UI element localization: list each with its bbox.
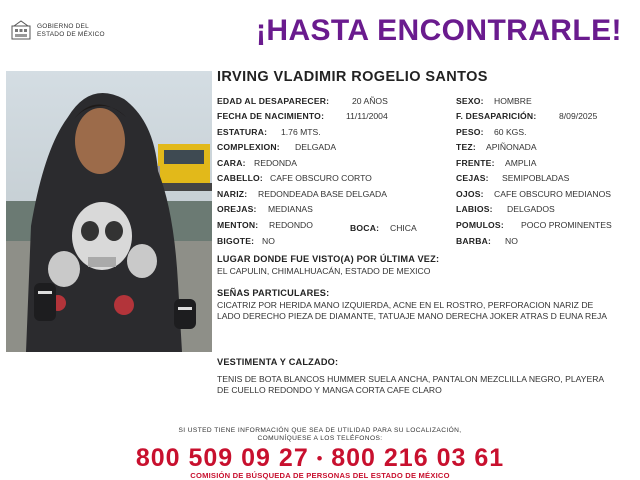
tez-value: APIÑONADA bbox=[486, 142, 537, 152]
pomulos-label: POMULOS: bbox=[456, 220, 504, 230]
missing-person-photo bbox=[6, 71, 212, 352]
boca-value: CHICA bbox=[390, 223, 417, 233]
commission-name: COMISIÓN DE BÚSQUEDA DE PERSONAS DEL ESTADO DE MÉXICO bbox=[190, 471, 450, 480]
cara-value: REDONDA bbox=[254, 158, 297, 168]
clothing-text: TENIS DE BOTA BLANCOS HUMMER SUELA ANCHA, PANTALON MEZCLILLA NEGRO, PLAYERA DE CUELLO REDONDO Y MANGA CORTA CAFE CLARO bbox=[217, 374, 604, 395]
edad-label: EDAD AL DESAPARECER: bbox=[217, 96, 330, 106]
nacimiento-value: 11/11/2004 bbox=[346, 111, 388, 121]
logo-line-1: GOBIERNO DEL bbox=[37, 23, 89, 30]
peso-label: PESO: bbox=[456, 127, 484, 137]
menton-label: MENTON: bbox=[217, 220, 259, 230]
cabello-label: CABELLO: bbox=[217, 173, 263, 183]
complexion-label: COMPLEXION: bbox=[217, 142, 280, 152]
state-emblem-icon bbox=[10, 20, 32, 42]
phone-2[interactable]: 800 216 03 61 bbox=[331, 444, 505, 472]
estatura-value: 1.76 MTS. bbox=[281, 127, 321, 137]
nariz-label: NARIZ: bbox=[217, 189, 248, 199]
peso-value: 60 KGS. bbox=[494, 127, 527, 137]
orejas-label: OREJAS: bbox=[217, 204, 257, 214]
cejas-label: CEJAS: bbox=[456, 173, 489, 183]
sexo-value: HOMBRE bbox=[494, 96, 532, 106]
nacimiento-label: FECHA DE NACIMIENTO: bbox=[217, 111, 325, 121]
government-logo bbox=[10, 20, 105, 42]
barba-value: NO bbox=[505, 236, 518, 246]
estatura-label: ESTATURA: bbox=[217, 127, 268, 137]
fecha-desaparicion-value: 8/09/2025 bbox=[559, 111, 598, 121]
boca-label: BOCA: bbox=[350, 223, 380, 233]
edad-value: 20 AÑOS bbox=[352, 96, 388, 106]
bigote-label: BIGOTE: bbox=[217, 236, 255, 246]
cabello-value: CAFE OBSCURO CORTO bbox=[270, 173, 372, 183]
footer-note-line-1: SI USTED TIENE INFORMACIÓN QUE SEA DE UTILIDAD PARA SU LOCALIZACIÓN, bbox=[178, 427, 462, 434]
phone-separator: • bbox=[316, 450, 324, 468]
phone-1[interactable]: 800 509 09 27 bbox=[135, 444, 309, 472]
frente-value: AMPLIA bbox=[505, 158, 537, 168]
logo-line-2: ESTADO DE MÉXICO bbox=[37, 31, 105, 38]
last-seen-text: EL CAPULIN, CHIMALHUACÁN, ESTADO DE MEXICO bbox=[217, 266, 431, 276]
cara-label: CARA: bbox=[217, 158, 246, 168]
ojos-value: CAFE OBSCURO MEDIANOS bbox=[494, 189, 611, 199]
marks-heading: SEÑAS PARTICULARES: bbox=[217, 288, 330, 298]
sexo-label: SEXO: bbox=[456, 96, 484, 106]
tez-label: TEZ: bbox=[456, 142, 476, 152]
complexion-value: DELGADA bbox=[295, 142, 337, 152]
ojos-label: OJOS: bbox=[456, 189, 484, 199]
last-seen-heading: LUGAR DONDE FUE VISTO(A) POR ÚLTIMA VEZ: bbox=[217, 254, 440, 264]
barba-label: BARBA: bbox=[456, 236, 492, 246]
headline: ¡HASTA ENCONTRARLE! bbox=[256, 14, 622, 47]
marks-text: CICATRIZ POR HERIDA MANO IZQUIERDA, ACNE EN EL ROSTRO, PERFORACION NARIZ DE LADO DERECHO PIEZA DE DIAMANTE, TATUAJE MANO DERECHA JOKER ATRAS D EUNA REJA bbox=[217, 300, 607, 321]
labios-value: DELGADOS bbox=[507, 204, 555, 214]
person-name: IRVING VLADIMIR ROGELIO SANTOS bbox=[217, 69, 488, 85]
pomulos-value: POCO PROMINENTES bbox=[521, 220, 612, 230]
phone-numbers bbox=[0, 444, 640, 473]
frente-label: FRENTE: bbox=[456, 158, 495, 168]
orejas-value: MEDIANAS bbox=[268, 204, 313, 214]
clothing-heading: VESTIMENTA Y CALZADO: bbox=[217, 357, 339, 367]
nariz-value: REDONDEADA BASE DELGADA bbox=[258, 189, 387, 199]
fecha-desaparicion-label: F. DESAPARICIÓN: bbox=[456, 111, 537, 121]
menton-value: REDONDO bbox=[269, 220, 313, 230]
cejas-value: SEMIPOBLADAS bbox=[502, 173, 570, 183]
labios-label: LABIOS: bbox=[456, 204, 493, 214]
bigote-value: NO bbox=[262, 236, 275, 246]
footer-note-line-2: COMUNÍQUESE A LOS TELÉFONOS: bbox=[257, 435, 383, 442]
